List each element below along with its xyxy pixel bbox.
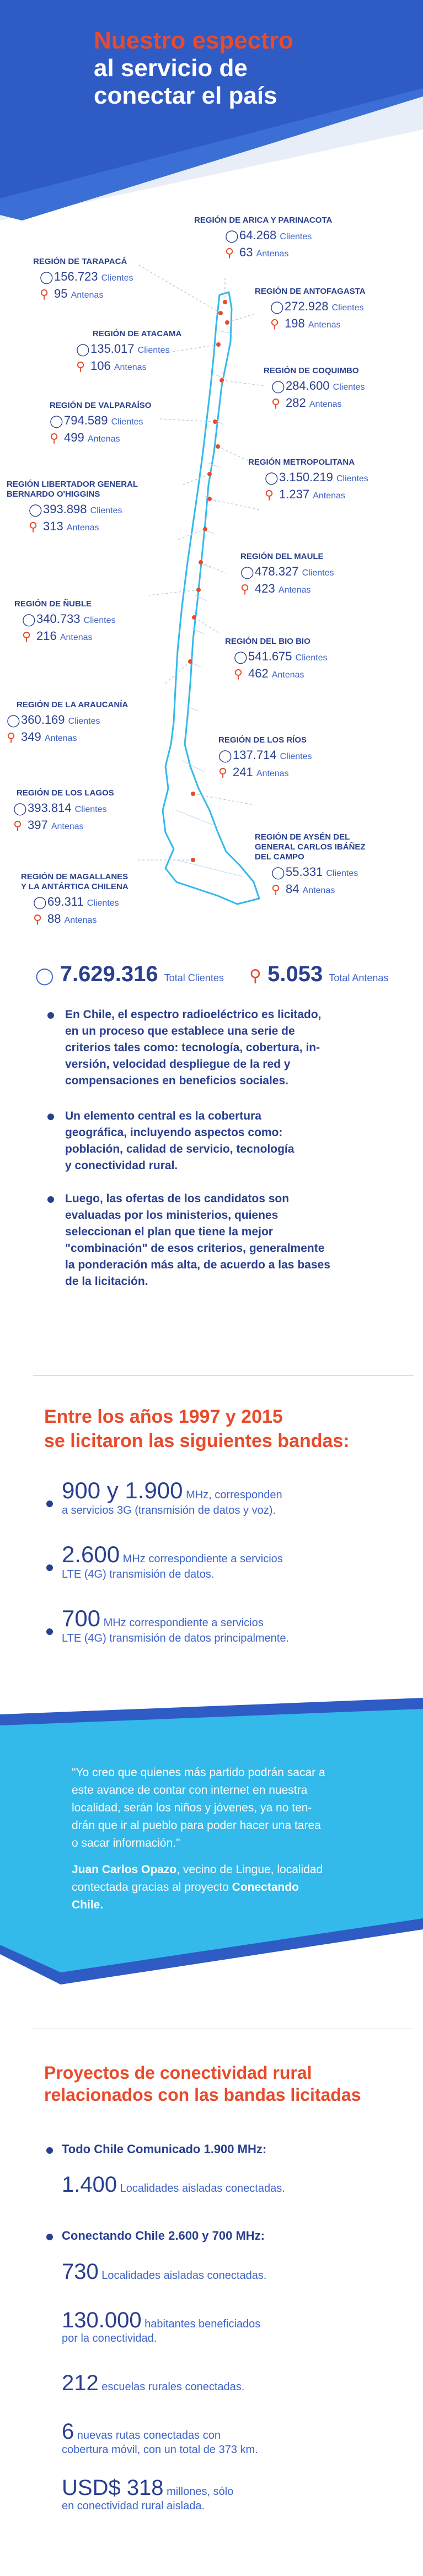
bullet-dot [46, 1501, 53, 1507]
antenna-icon: ⚲ [218, 766, 228, 780]
region-araucania: REGIÓN DE LA ARAUCANÍA ◯360.169 Clientes ⚲ 349 Antenas [7, 700, 128, 745]
project-heading-1: Todo Chile Comunicado 1.900 MHz: [62, 2142, 267, 2156]
band-item-3: 700 MHz correspondiente a servicios LTE (4G) transmisión de datos principalmente. [62, 1605, 290, 1644]
bullet-dot [47, 1114, 54, 1120]
person-icon: ◯ [271, 865, 285, 880]
project-item-6: USD$ 318 millones, sólo en conectividad rural aislada. [62, 2476, 234, 2512]
region-biobio: REGIÓN DEL BIO BIO ◯541.675 Clientes ⚲ 462 Antenas [225, 637, 328, 681]
region-los-lagos: REGIÓN DE LOS LAGOS ◯393.814 Clientes ⚲ 397 Antenas [13, 788, 114, 833]
bullet-dot [47, 1012, 54, 1019]
section-divider [33, 1375, 414, 1376]
quote-text: "Yo creo que quienes más partido podrán sacar a este avance de contar con internet en nuestra localidad, serán los niños y jóvenes, ya no ten- drán que ir al pueblo para poder hacer una tarea o sacar información." [72, 1766, 325, 1849]
region-aysen: REGIÓN DE AYSÉN DEL GENERAL CARLOS IBÁÑEZ DEL CAMPO ◯55.331 Clientes ⚲ 84 Antenas [255, 832, 366, 897]
project-item-2: 730 Localidades aisladas conectadas. [62, 2260, 267, 2284]
person-icon: ◯ [29, 503, 42, 517]
bullet-paragraph-2: Un elemento central es la cobertura geográfica, incluyendo aspectos como: población, calidad de servicio, tecnología y conectividad rural. [65, 1110, 295, 1172]
person-icon: ◯ [7, 713, 20, 728]
project-heading-2: Conectando Chile 2.600 y 700 MHz: [62, 2229, 265, 2242]
person-icon: ◯ [240, 565, 254, 579]
bullet-paragraph-3: Luego, las ofertas de los candidatos son evaluadas por los ministerios, quienes seleccionan el plan que tiene la mejor "combinación" de esos criterios, generalmente la ponderación más alta, de acuerdo a las bases de la licitación. [65, 1192, 330, 1288]
total-clientes: ◯ 7.629.316 Total Clientes [35, 962, 224, 986]
antenna-icon: ⚲ [270, 317, 280, 331]
antenna-icon: ⚲ [265, 488, 274, 502]
bullet-dot [47, 1196, 54, 1203]
total-antenas: ⚲ 5.053 Total Antenas [249, 962, 389, 986]
project-item-1: 1.400 Localidades aisladas conectadas. [62, 2172, 285, 2197]
antenna-icon: ⚲ [22, 630, 31, 644]
project-item-5: 6 nuevas rutas conectadas con cobertura móvil, con un total de 373 km. [62, 2419, 258, 2456]
antenna-icon: ⚲ [76, 359, 85, 374]
antenna-icon: ⚲ [40, 287, 49, 302]
person-icon: ◯ [22, 612, 36, 627]
antenna-icon: ⚲ [7, 730, 16, 745]
region-coquimbo: REGIÓN DE COQUIMBO ◯284.600 Clientes ⚲ 282 Antenas [264, 366, 365, 411]
person-icon: ◯ [76, 342, 90, 357]
projects-title: Proyectos de conectividad rural relacionados con las bandas licitadas [44, 2063, 361, 2105]
bullet-dot [46, 1628, 53, 1635]
region-arica: REGIÓN DE ARICA Y PARINACOTA ◯64.268 Clientes ⚲ 63 Antenas [194, 216, 333, 260]
person-icon: ◯ [234, 650, 248, 664]
region-atacama: REGIÓN DE ATACAMA ◯135.017 Clientes ⚲ 106 Antenas [76, 329, 182, 374]
person-icon: ◯ [50, 414, 63, 428]
region-valparaiso: REGIÓN DE VALPARAÍSO ◯794.589 Clientes ⚲ 499 Antenas [50, 401, 152, 445]
project-item-3: 130.000 habitantes beneficiados por la conectividad. [62, 2308, 261, 2344]
bullet-dot [46, 2234, 53, 2240]
antenna-icon: ⚲ [225, 246, 234, 260]
band-item-2: 2.600 MHz correspondiente a servicios LTE (4G) transmisión de datos. [62, 1541, 283, 1580]
bands-title: Entre los años 1997 y 2015 se licitaron las siguientes bandas: [44, 1406, 350, 1451]
person-icon: ◯ [13, 802, 27, 816]
bullet-dot [46, 2147, 53, 2154]
person-icon: ◯ [271, 379, 285, 394]
person-icon: ◯ [270, 300, 284, 314]
region-magallanes: REGIÓN DE MAGALLANES Y LA ANTÁRTICA CHILENA ◯69.311 Clientes ⚲ 88 Antenas [21, 872, 128, 927]
title-line-1: Nuestro espectro [94, 27, 293, 54]
region-maule: REGIÓN DEL MAULE ◯478.327 Clientes ⚲ 423 Antenas [240, 552, 334, 596]
antenna-icon: ⚲ [33, 912, 42, 927]
project-item-4: 212 escuelas rurales conectadas. [62, 2371, 245, 2395]
antenna-icon: ⚲ [249, 967, 261, 985]
region-metropolitana: REGIÓN METROPOLITANA ◯3.150.219 Clientes ⚲ 1.237 Antenas [248, 458, 368, 502]
person-icon: ◯ [35, 967, 54, 985]
region-tarapaca: REGIÓN DE TARAPACÁ ◯156.723 Clientes ⚲ 95 Antenas [33, 257, 133, 302]
person-icon: ◯ [265, 471, 279, 485]
bullet-paragraph-1: En Chile, el espectro radioeléctrico es licitado, en un proceso que establece una serie de criterios tales como: tecnología, cobertura, in- versión, velocidad despliegue de la red y compensaciones en beneficios sociales. [65, 1008, 322, 1087]
title-line-3: conectar el país [94, 82, 277, 109]
bullet-dot [46, 1564, 53, 1571]
antenna-icon: ⚲ [240, 582, 250, 596]
antenna-icon: ⚲ [234, 667, 243, 681]
antenna-icon: ⚲ [271, 396, 281, 411]
quote-attribution: Juan Carlos Opazo, vecino de Lingue, localidad contectada gracias al proyecto Conectando Chile. [72, 1863, 323, 1911]
antenna-icon: ⚲ [29, 520, 38, 534]
region-antofagasta: REGIÓN DE ANTOFAGASTA ◯272.928 Clientes ⚲ 198 Antenas [255, 287, 366, 331]
region-ohiggins: REGIÓN LIBERTADOR GENERAL BERNARDO O'HIGGINS ◯393.898 Clientes ⚲ 313 Antenas [7, 480, 138, 534]
antenna-icon: ⚲ [13, 819, 23, 833]
person-icon: ◯ [33, 895, 47, 910]
person-icon: ◯ [40, 270, 53, 284]
title-line-2: al servicio de [94, 55, 248, 82]
antenna-icon: ⚲ [50, 431, 59, 445]
region-los-rios: REGIÓN DE LOS RÍOS ◯137.714 Clientes ⚲ 241 Antenas [218, 735, 312, 780]
antenna-icon: ⚲ [271, 883, 281, 897]
band-item-1: 900 y 1.900 MHz, corresponden a servicios 3G (transmisión de datos y voz). [62, 1477, 282, 1516]
person-icon: ◯ [225, 229, 239, 243]
person-icon: ◯ [218, 749, 232, 763]
region-nuble: REGIÓN DE ÑUBLE ◯340.733 Clientes ⚲ 216 Antenas [14, 599, 116, 644]
